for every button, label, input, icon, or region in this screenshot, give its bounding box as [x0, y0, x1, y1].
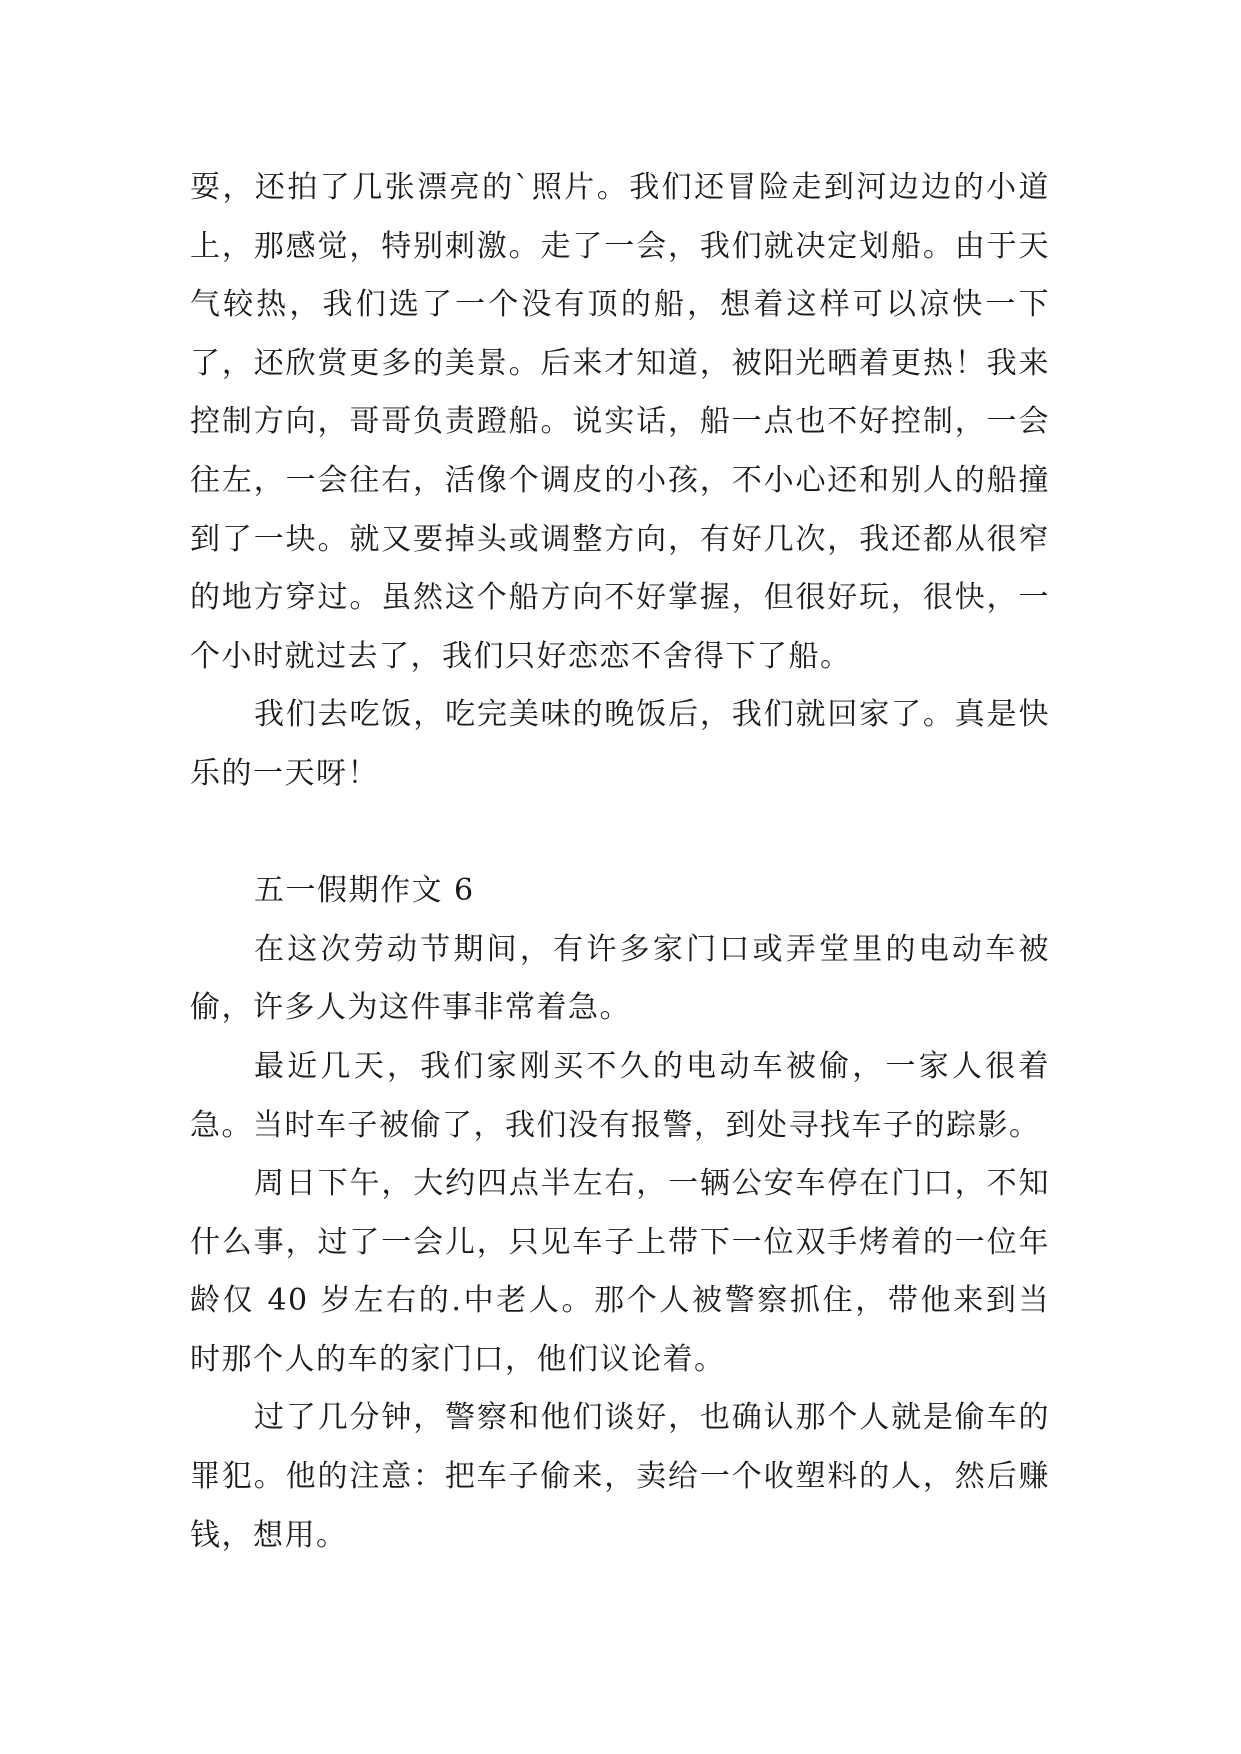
paragraph-spacer — [190, 804, 1050, 863]
document-body — [190, 159, 1050, 1565]
section-title: 五一假期作文 6 — [254, 873, 475, 909]
body-paragraph: 周日下午，大约四点半左右，一辆公安车停在门口，不知什么事，过了一会儿，只见车子上带下一位双手烤着的一位年龄仅 40 岁左右的.中老人。那个人被警察抓住，带他来到当时那个人的车的家门口，他们议论着。 — [190, 1166, 1050, 1377]
body-paragraph: 最近几天，我们家刚买不久的电动车被偷，一家人很着急。当时车子被偷了，我们没有报警，到处寻找车子的踪影。 — [190, 1048, 1050, 1143]
body-paragraph: 过了几分钟，警察和他们谈好，也确认那个人就是偷车的罪犯。他的注意：把车子偷来，卖给一个收塑料的人，然后赚钱，想用。 — [190, 1400, 1050, 1553]
body-paragraph: 耍，还拍了几张漂亮的`照片。我们还冒险走到河边边的小道上，那感觉，特别刺激。走了一会，我们就决定划船。由于天气较热，我们选了一个没有顶的船，想着这样可以凉快一下了，还欣赏更多的美景。后来才知道，被阳光晒着更热！我来控制方向，哥哥负责蹬船。说实话，船一点也不好控制，一会往左，一会往右，活像个调皮的小孩，不小心还和别人的船撞到了一块。就又要掉头或调整方向，有好几次，我还都从很窄的地方穿过。虽然这个船方向不好掌握，但很好玩，很快，一个小时就过去了，我们只好恋恋不舍得下了船。 — [190, 170, 1050, 674]
body-paragraph: 我们去吃饭，吃完美味的晚饭后，我们就回家了。真是快乐的一天呀！ — [190, 697, 1050, 791]
body-paragraph: 在这次劳动节期间，有许多家门口或弄堂里的电动车被偷，许多人为这件事非常着急。 — [190, 931, 1050, 1026]
